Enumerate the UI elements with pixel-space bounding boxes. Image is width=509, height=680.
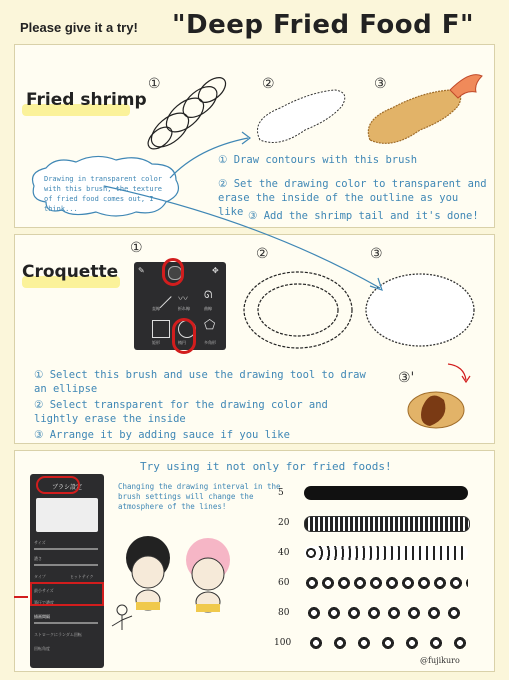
shrimp-step-3: ③ Add the shrimp tail and it's done!	[248, 210, 479, 222]
step-number-1: ①	[148, 76, 161, 92]
setting-pressure: 筆圧で濃度	[34, 600, 54, 605]
size-slider[interactable]	[34, 548, 98, 550]
ellipse-tool-label: 楕円	[178, 340, 186, 345]
interval-stroke-80	[304, 606, 468, 620]
curve-tool-icon[interactable]: ᘏ	[204, 290, 213, 301]
settings-title: ブラシ設定	[51, 484, 82, 491]
rectangle-tool-label: 矩形	[152, 340, 160, 345]
interval-stroke-60	[304, 576, 468, 590]
croq-step-number-3: ③	[370, 246, 383, 262]
intro-text: Please give it a try!	[20, 20, 138, 35]
polygon-tool-label: 多角形	[204, 340, 216, 345]
interval-label-20: 20	[278, 518, 290, 528]
setting-min-size: 最小サイズ	[34, 588, 54, 593]
polyline-tool-label: 折れ線	[178, 306, 190, 311]
interval-label-40: 40	[278, 548, 290, 558]
move-icon[interactable]: ✥	[212, 266, 219, 275]
density-slider[interactable]	[34, 564, 98, 566]
header	[0, 0, 509, 44]
brush-preview	[36, 498, 98, 532]
setting-random-rotation: ストロークにランダム回転	[34, 632, 82, 637]
step-number-2: ②	[262, 76, 275, 92]
setting-density: 濃さ	[34, 556, 42, 561]
red-pointer	[14, 596, 28, 598]
character-pink-hair	[186, 538, 230, 612]
setting-size: サイズ	[34, 540, 46, 545]
interval-label-5: 5	[278, 488, 284, 498]
interval-stroke-5	[304, 486, 468, 500]
croq-step-number-2: ②	[256, 246, 269, 262]
interval-slider[interactable]	[34, 622, 98, 624]
step-number-3: ③	[374, 76, 387, 92]
interval-note: Changing the drawing interval in the brush settings will change the atmosphere of the lines!	[118, 482, 281, 511]
settings-title-ring	[36, 476, 80, 494]
character-dark-hair	[126, 536, 170, 610]
shrimp-step-2: ② Set the drawing color to transparent and erase the inside of the outline as you like	[218, 178, 487, 218]
interval-highlight-box	[30, 582, 104, 606]
usage-headline: Try using it not only for fried foods!	[140, 460, 392, 473]
croq-step-2: ② Select transparent for the drawing color and lightly erase the inside	[34, 399, 328, 425]
setting-rotation-angle: 回転角度	[34, 646, 50, 651]
croq-step-1: ① Select this brush and use the drawing tool to draw an ellipse	[34, 369, 366, 395]
setting-interval: 描画間隔	[34, 614, 50, 619]
page-title: "Deep Fried Food F"	[172, 10, 475, 40]
setting-type: タイプ	[34, 574, 46, 579]
interval-label-60: 60	[278, 578, 290, 588]
interval-label-80: 80	[278, 608, 290, 618]
polyline-tool-icon[interactable]: 〰	[178, 294, 188, 305]
shrimp-step-1: ① Draw contours with this brush	[218, 154, 418, 166]
arrow-to-steps	[168, 108, 288, 188]
signature: @fujikuro	[420, 656, 460, 665]
brush-settings-screenshot	[30, 474, 104, 668]
interval-stroke-100	[304, 636, 468, 650]
croq-step-number-3-alt: ③'	[398, 370, 415, 386]
rectangle-tool-icon[interactable]	[152, 320, 170, 338]
section-title-croquette: Croquette	[22, 262, 119, 282]
interval-samples	[270, 478, 490, 668]
interval-label-100: 100	[274, 638, 292, 648]
interval-stroke-40	[304, 546, 468, 560]
ellipse-highlight-ring	[172, 318, 196, 354]
line-tool-label: 直線	[152, 306, 160, 311]
croquette-sauce-illustration	[400, 360, 480, 440]
shrimp-finished-illustration	[368, 75, 482, 144]
pen-icon[interactable]: ✎	[138, 266, 145, 275]
setting-type-value[interactable]: ヒットテイク	[70, 574, 94, 579]
interval-stroke-20	[304, 516, 470, 532]
croq-step-number-1: ①	[130, 240, 143, 256]
polygon-tool-icon[interactable]: ⬠	[204, 318, 216, 333]
fried-food-note: Drawing in transparent color with this brush, the texture of fried food comes out, I think...	[44, 175, 163, 213]
curved-arrow	[100, 180, 400, 300]
stick-figure	[112, 605, 132, 630]
section-title-fried-shrimp: Fried shrimp	[26, 90, 147, 110]
croq-step-3: ③ Arrange it by adding sauce if you like	[34, 429, 290, 441]
character-illustrations	[108, 530, 236, 650]
curve-tool-label: 曲線	[204, 306, 212, 311]
